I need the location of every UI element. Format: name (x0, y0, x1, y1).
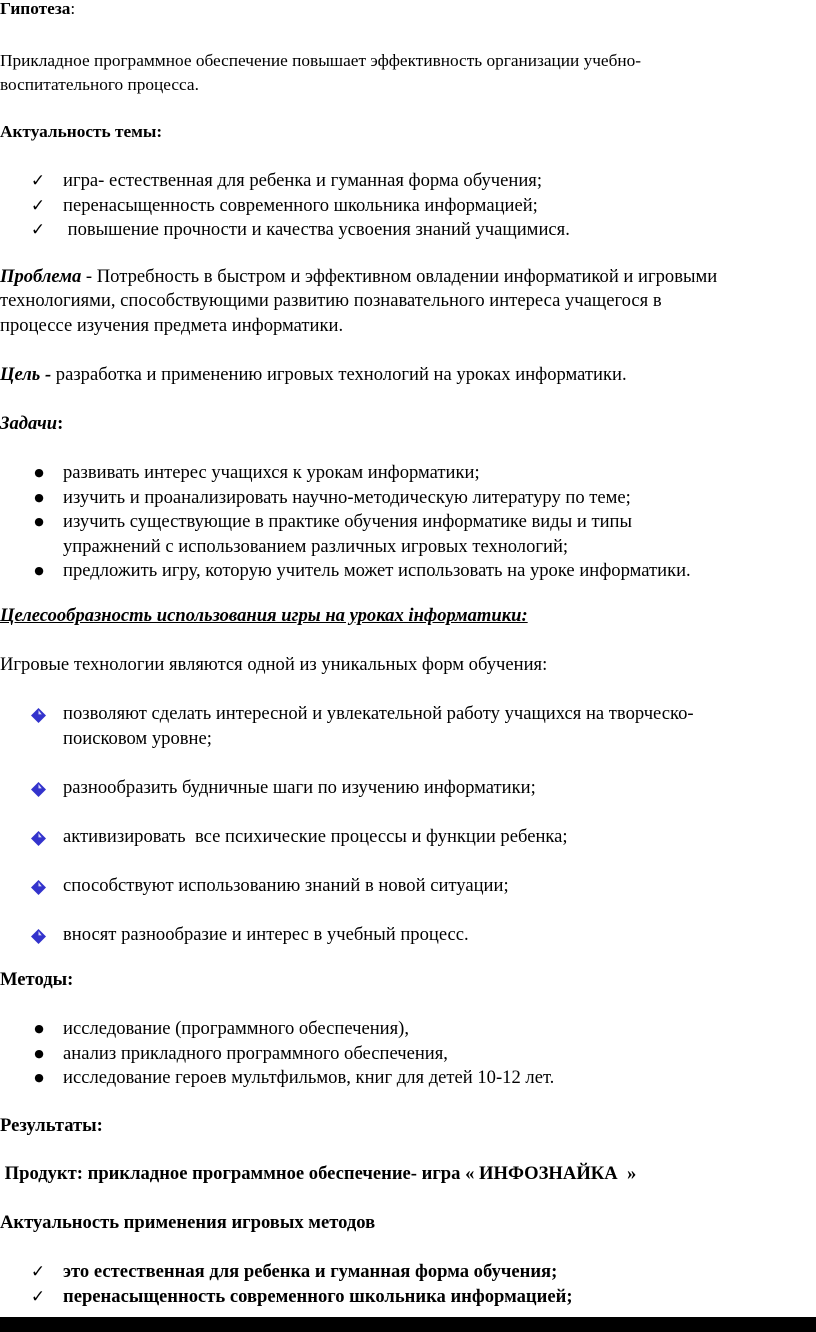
checkmark-icon: ✓ (30, 1286, 46, 1307)
feasibility-item-text: разнообразить будничные шаги по изучению информатики; (63, 776, 536, 798)
problem-line-3: процессе изучения предмета информатики. (0, 315, 344, 336)
task-item-text: предложить игру, которую учитель может использовать на уроке информатики. (63, 560, 691, 581)
problem-line-1 (0, 265, 717, 290)
list-item (0, 486, 691, 511)
feasibility-item-text: позволяют сделать интересной и увлекательной работу учащихся на творческо- (63, 703, 694, 724)
game-methods-heading: Актуальность применения игровых методов (0, 1212, 376, 1233)
diamond-bullet-icon (31, 782, 46, 797)
task-item-continuation: упражнений с использованием различных игровых технологий; (63, 535, 569, 557)
feasibility-item-text: активизировать все психические процессы и функции ребенка; (63, 825, 568, 847)
bullet-dot-icon: ● (34, 1071, 44, 1084)
checkmark-icon: ✓ (30, 195, 46, 216)
list-item (0, 510, 691, 559)
list-item (0, 1017, 554, 1042)
feasibility-list (0, 702, 694, 972)
method-item-text: исследование героев мультфильмов, книг для детей 10-12 лет. (63, 1067, 555, 1088)
list-item (0, 825, 694, 850)
diamond-bullet-icon (31, 708, 46, 723)
relevance-list (0, 169, 570, 243)
list-item (0, 169, 570, 194)
feasibility-intro: Игровые технологии являются одной из уникальных форм обучения: (0, 654, 548, 675)
goal-line (0, 363, 627, 388)
checkmark-icon: ✓ (30, 171, 46, 191)
task-item-text: развивать интерес учащихся к урокам информатики; (63, 462, 480, 483)
hypothesis-text-line-1: Прикладное программное обеспечение повышает эффективность организации учебно- (0, 51, 642, 70)
relevance-heading: Актуальность темы: (0, 122, 163, 141)
list-item (0, 1042, 554, 1067)
tasks-label: Задачи (0, 413, 58, 434)
checkmark-icon: ✓ (30, 220, 46, 240)
relevance-item-text: повышение прочности и качества усвоения знаний учащимися. (63, 219, 570, 240)
list-item (0, 1260, 573, 1285)
checkmark-icon: ✓ (30, 1262, 46, 1282)
list-item (0, 194, 570, 219)
bullet-dot-icon: ● (34, 1046, 44, 1060)
problem-line-2: технологиями, способствующими развитию познавательного интереса учащегося в (0, 290, 662, 311)
tasks-heading (0, 412, 63, 437)
list-item (0, 218, 570, 243)
feasibility-item-text: вносят разнообразие и интерес в учебный процесс. (63, 923, 469, 945)
methods-list (0, 1017, 554, 1091)
game-methods-list (0, 1260, 573, 1309)
bullet-dot-icon: ● (34, 515, 44, 528)
list-item (0, 461, 691, 486)
methods-heading: Методы: (0, 969, 74, 990)
hypothesis-text-line-2: воспитательного процесса. (0, 75, 199, 94)
feasibility-item-continuation: поисковом уровне; (63, 727, 212, 749)
game-methods-item-text: перенасыщенность современного школьника информацией; (63, 1285, 573, 1307)
tasks-colon: : (57, 413, 64, 434)
goal-text: разработка и применению игровых технологий на уроках информатики. (55, 364, 627, 385)
list-item (0, 702, 694, 751)
problem-label: Проблема (0, 266, 82, 287)
list-item (0, 776, 694, 801)
list-item (0, 1285, 573, 1310)
goal-label: Цель - (0, 364, 56, 385)
feasibility-item-text: способствуют использованию знаний в новой ситуации; (63, 874, 509, 896)
hypothesis-label: Гипотеза (0, 0, 71, 18)
hypothesis-colon: : (70, 0, 76, 18)
method-item-text: анализ прикладного программного обеспечения, (63, 1042, 448, 1064)
list-item (0, 874, 694, 899)
relevance-item-text: игра- естественная для ребенка и гуманная форма обучения; (63, 170, 542, 191)
game-methods-item-text: это естественная для ребенка и гуманная форма обучения; (63, 1261, 558, 1282)
method-item-text: исследование (программного обеспечения), (63, 1018, 410, 1039)
diamond-bullet-icon (31, 929, 46, 944)
bullet-dot-icon: ● (34, 564, 44, 577)
bottom-border (0, 1317, 816, 1332)
task-item-text: изучить существующие в практике обучения информатике виды и типы (63, 511, 632, 532)
bullet-dot-icon: ● (34, 466, 44, 479)
product-line: Продукт: прикладное программное обеспечение- игра « ИНФОЗНАЙКА » (0, 1163, 637, 1184)
problem-dash: - (81, 266, 97, 287)
diamond-bullet-icon (31, 880, 46, 895)
list-item (0, 923, 694, 948)
results-heading: Результаты: (0, 1115, 103, 1136)
diamond-bullet-icon (31, 831, 46, 846)
hypothesis-heading (0, 0, 75, 22)
tasks-list (0, 461, 691, 584)
problem-text: Потребность в быстром и эффективном овладении информатикой и игровыми (96, 266, 718, 287)
feasibility-heading: Целесообразность использования игры на уроках інформатики: (0, 605, 528, 626)
bullet-dot-icon: ● (34, 490, 44, 504)
list-item (0, 559, 691, 584)
task-item-text: изучить и проанализировать научно-методическую литературу по теме; (63, 486, 631, 508)
list-item (0, 1066, 554, 1091)
relevance-item-text: перенасыщенность современного школьника информацией; (63, 194, 538, 216)
bullet-dot-icon: ● (34, 1022, 44, 1035)
